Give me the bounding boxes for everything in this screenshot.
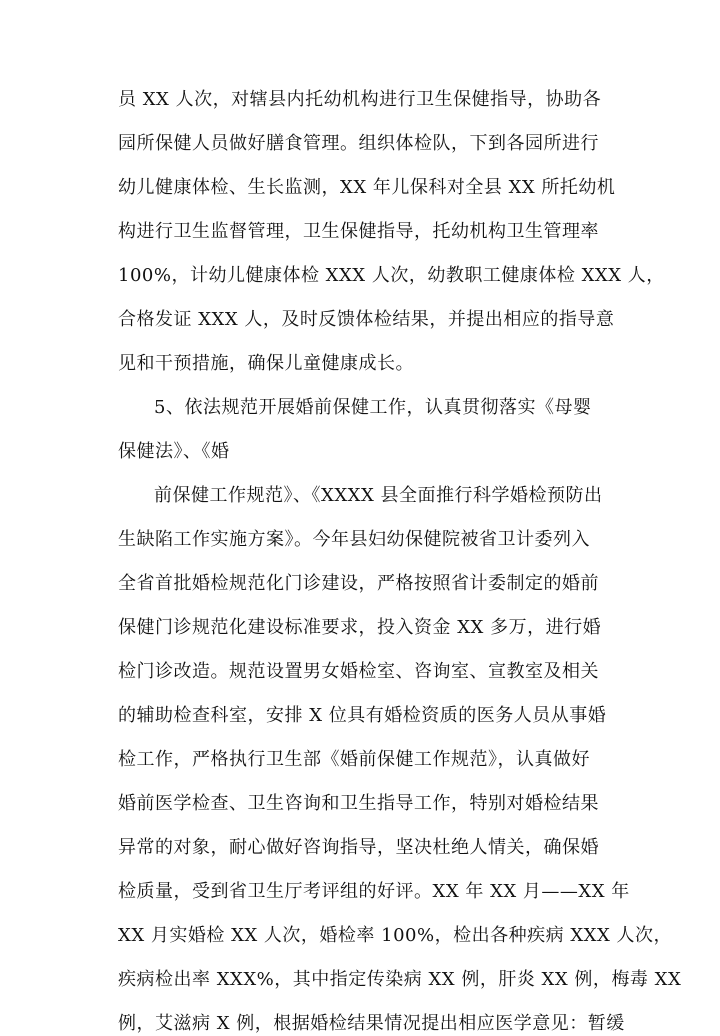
text-line: 异常的对象，耐心做好咨询指导，坚决杜绝人情关，确保婚 — [118, 837, 599, 858]
text-line: 100%，计幼儿健康体检 XXX 人次，幼教职工健康体检 XXX 人， — [118, 265, 665, 286]
text-line: 婚前医学检查、卫生咨询和卫生指导工作，特别对婚检结果 — [118, 793, 599, 814]
text-line: 例，艾滋病 X 例，根据婚检结果情况提出相应医学意见：暂缓 — [118, 1013, 625, 1034]
text-line: 前保健工作规范》、《XXXX 县全面推行科学婚检预防出 — [154, 485, 603, 506]
section-heading-line: 5、依法规范开展婚前保健工作，认真贯彻落实《母婴 — [154, 397, 592, 418]
text-line: 见和干预措施，确保儿童健康成长。 — [118, 353, 414, 374]
text-line: 检质量，受到省卫生厅考评组的好评。XX 年 XX 月——XX 年 — [118, 881, 630, 902]
text-line: 保健门诊规范化建设标准要求，投入资金 XX 多万，进行婚 — [118, 617, 602, 638]
text-line: XX 月实婚检 XX 人次，婚检率 100%，检出各种疾病 XXX 人次， — [118, 925, 672, 946]
text-line: 园所保健人员做好膳食管理。组织体检队，下到各园所进行 — [118, 133, 599, 154]
text-line: 生缺陷工作实施方案》。今年县妇幼保健院被省卫计委列入 — [118, 529, 590, 550]
text-line: 幼儿健康体检、生长监测，XX 年儿保科对全县 XX 所托幼机 — [118, 177, 616, 198]
text-line: 合格发证 XXX 人，及时反馈体检结果，并提出相应的指导意 — [118, 309, 615, 330]
text-line: 的辅助检查科室，安排 X 位具有婚检资质的医务人员从事婚 — [118, 705, 607, 726]
text-line: 保健法》、《婚 — [118, 441, 230, 462]
text-line: 疾病检出率 XXX%，其中指定传染病 XX 例，肝炎 XX 例，梅毒 XX — [118, 969, 682, 990]
text-line: 全省首批婚检规范化门诊建设，严格按照省计委制定的婚前 — [118, 573, 599, 594]
text-line: 检门诊改造。规范设置男女婚检室、咨询室、宣教室及相关 — [118, 661, 599, 682]
text-line: 员 XX 人次，对辖县内托幼机构进行卫生保健指导，协助各 — [118, 89, 602, 110]
text-line: 检工作，严格执行卫生部《婚前保健工作规范》，认真做好 — [118, 749, 590, 770]
text-line: 构进行卫生监督管理，卫生保健指导，托幼机构卫生管理率 — [118, 221, 599, 242]
